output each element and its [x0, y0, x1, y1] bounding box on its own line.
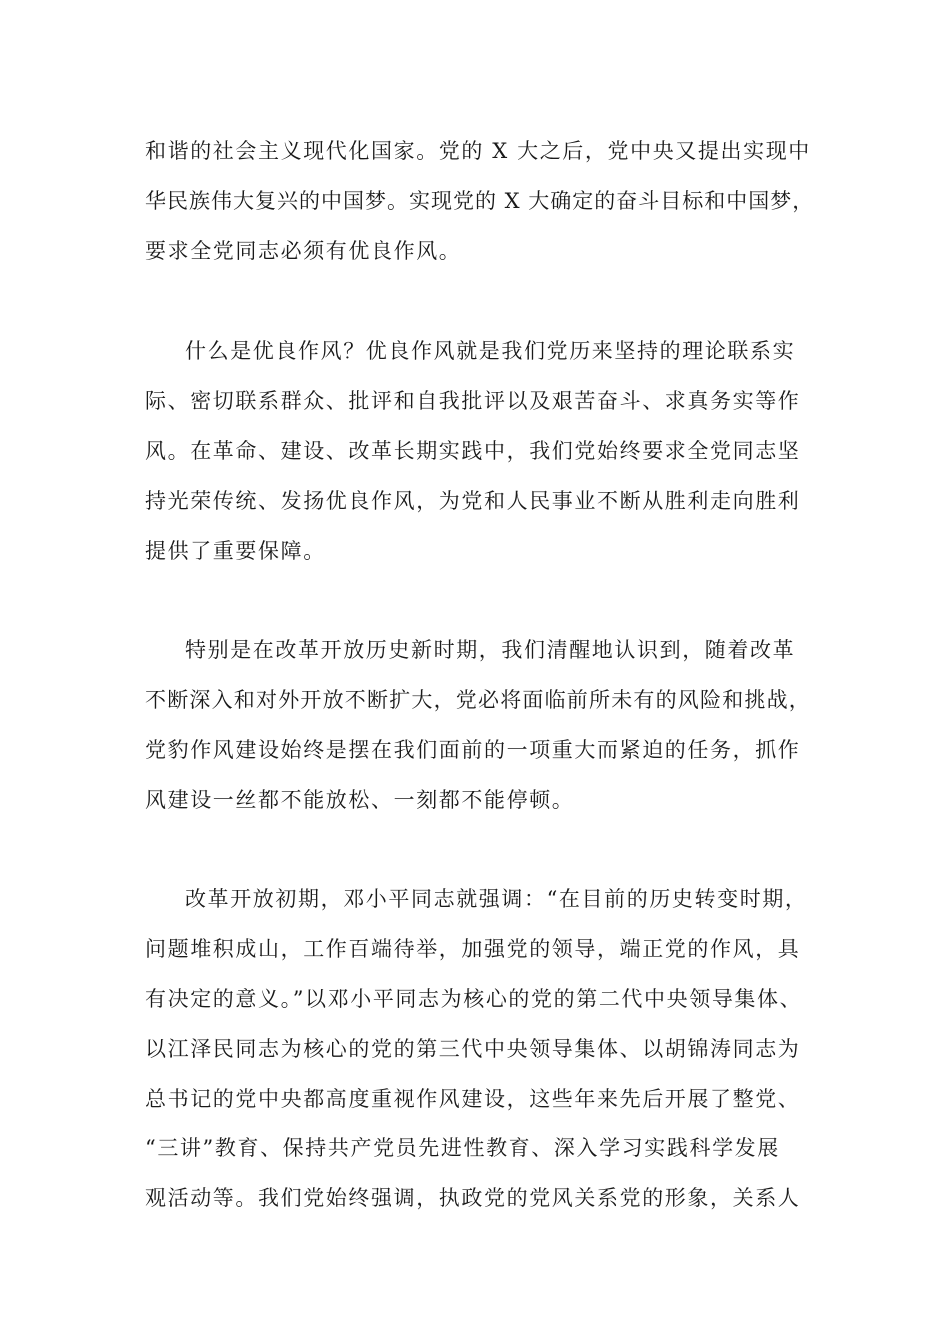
paragraph-4-line-1: 改革开放初期，邓小平同志就强调：“在目前的历史转变时期，	[185, 887, 808, 911]
paragraph-2-line-3: 风。在革命、建设、改革长期实践中，我们党始终要求全党同志坚	[145, 439, 801, 463]
paragraph-1-line-1: 和谐的社会主义现代化国家。党的 X 大之后，党中央又提出实现中	[145, 139, 811, 163]
paragraph-2-line-5: 提供了重要保障。	[145, 539, 326, 563]
paragraph-4-line-3: 有决定的意义。”以邓小平同志为核心的党的第二代中央领导集体、	[145, 987, 803, 1011]
paragraph-3-line-3: 党豹作风建设始终是摆在我们面前的一项重大而紧迫的任务，抓作	[145, 738, 801, 762]
paragraph-4-line-2: 问题堆积成山，工作百端待举，加强党的领导，端正党的作风，具	[145, 937, 801, 961]
paragraph-3-line-2: 不断深入和对外开放不断扩大，党必将面临前所未有的风险和挑战，	[145, 688, 811, 712]
paragraph-4-line-6: “三讲”教育、保持共产党员先进性教育、深入学习实践科学发展	[145, 1136, 780, 1160]
paragraph-2-line-4: 持光荣传统、发扬优良作风，为党和人民事业不断从胜利走向胜利	[145, 489, 801, 513]
paragraph-2-line-1: 什么是优良作风？优良作风就是我们党历来坚持的理论联系实	[185, 339, 796, 363]
paragraph-4-line-4: 以江泽民同志为核心的党的第三代中央领导集体、以胡锦涛同志为	[145, 1037, 801, 1061]
paragraph-4-line-5: 总书记的党中央都高度重视作风建设，这些年来先后开展了整党、	[145, 1087, 801, 1111]
paragraph-3-line-4: 风建设一丝都不能放松、一刻都不能停顿。	[145, 788, 575, 812]
paragraph-2-line-2: 际、密切联系群众、批评和自我批评以及艰苦奋斗、求真务实等作	[145, 389, 801, 413]
paragraph-4-line-7: 观活动等。我们党始终强调，执政党的党风关系党的形象，关系人	[145, 1186, 801, 1210]
paragraph-3-line-1: 特别是在改革开放历史新时期，我们清醒地认识到，随着改革	[185, 638, 796, 662]
paragraph-1-line-3: 要求全党同志必须有优良作风。	[145, 239, 462, 263]
paragraph-1-line-2: 华民族伟大复兴的中国梦。实现党的 X 大确定的奋斗目标和中国梦，	[145, 189, 815, 213]
